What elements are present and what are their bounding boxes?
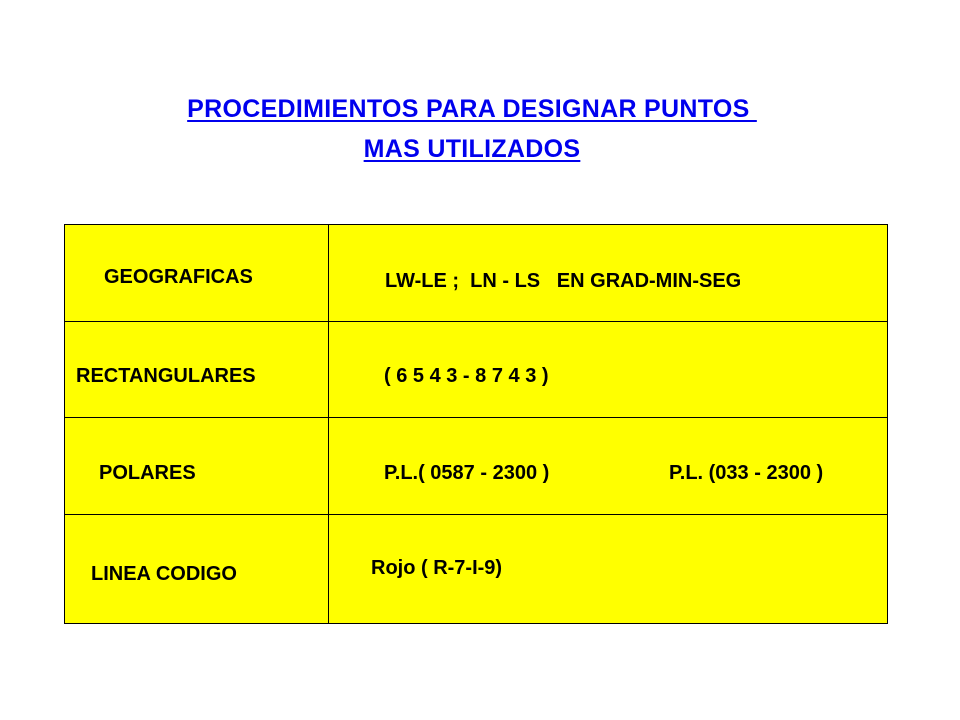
designation-methods-table — [64, 224, 888, 624]
row-value-geograficas: LW-LE ; LN - LS EN GRAD-MIN-SEG — [385, 270, 742, 292]
row-value-polares-second: P.L. (033 - 2300 ) — [669, 462, 824, 484]
page-title-line-1: PROCEDIMIENTOS PARA DESIGNAR PUNTOS — [187, 95, 757, 123]
row-label-rectangulares: RECTANGULARES — [76, 365, 256, 387]
row-label-linea-codigo: LINEA CODIGO — [91, 563, 237, 585]
column-divider — [328, 225, 329, 623]
row-value-rectangulares: ( 6 5 4 3 - 8 7 4 3 ) — [384, 365, 549, 387]
row-label-polares: POLARES — [99, 462, 196, 484]
row-divider — [65, 514, 887, 515]
row-value-linea-codigo: Rojo ( R-7-I-9) — [371, 557, 503, 579]
row-label-geograficas: GEOGRAFICAS — [104, 266, 253, 288]
row-divider — [65, 321, 887, 322]
page-title-line-2: MAS UTILIZADOS — [363, 135, 581, 163]
row-value-polares: P.L.( 0587 - 2300 ) — [384, 462, 550, 484]
row-divider — [65, 417, 887, 418]
